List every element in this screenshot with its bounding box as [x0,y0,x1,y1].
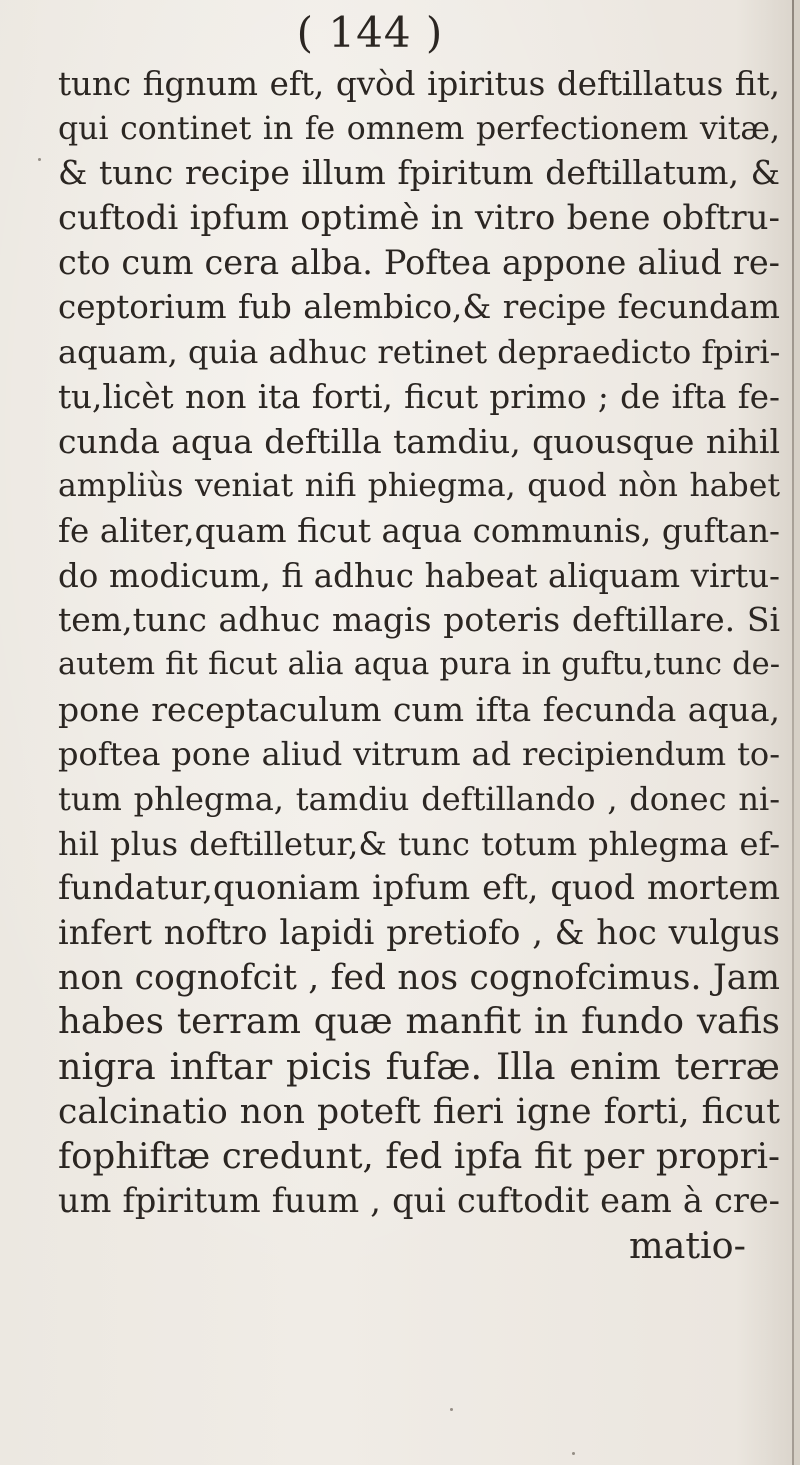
text-line: cto cum cera alba. Poftea appone aliud re- [58,242,780,282]
text-line: aquam, quia adhuc retinet depraedicto fpiri- [58,333,781,372]
text-line: cuftodi ipfum optimè in vitro bene obftru- [58,198,780,239]
text-line: tum phlegma, tamdiu deftillando , donec ni- [58,780,780,818]
text-line: cunda aqua deftilla tamdiu, quousque nihil [58,421,780,461]
text-line: qui continet in fe omnem perfectionem vitæ, [58,110,780,147]
text-line: nigra inftar picis fufæ. Illa enim terræ [58,1045,780,1089]
text-line: poftea pone aliud vitrum ad recipiendum to- [58,735,780,774]
text-line: tu,licèt non ita forti, ficut primo ; de ifta fe- [58,377,780,416]
text-line: pone receptaculum cum ifta fecunda aqua, [58,689,780,729]
text-line: um fpiritum fuum , qui cuftodit eam à cre- [58,1181,780,1221]
text-line: fe aliter,quam ficut aqua communis, guftan- [58,511,780,550]
page-edge [794,0,800,1465]
ink-speck [450,1408,453,1411]
text-line: tunc fignum eft, qvòd ipiritus deftillatus fit, [58,65,780,103]
text-line: habes terram quæ manfit in fundo vafis [58,1001,780,1043]
text-line: ampliùs veniat nifi phiegma, quod nòn habet [58,468,780,505]
text-line: fophiftæ credunt, fed ipfa fit per propri- [58,1135,780,1177]
catchword: matio- [628,1223,746,1267]
ink-speck [572,1452,575,1455]
text-line: tem,tunc adhuc magis poteris deftillare. Si [58,600,780,640]
text-line: non cognofcit , fed nos cognofcimus. Jam [58,957,780,998]
text-line: & tunc recipe illum fpiritum deftillatum, & [58,153,780,193]
text-line: fundatur,quoniam ipfum eft, quod mortem [58,868,780,908]
text-line: hil plus deftilletur,& tunc totum phlegma ef- [58,824,780,863]
text-line: infert noftro lapidi pretiofo , & hoc vulgus [58,913,780,953]
text-line: ceptorium fub alembico,& recipe fecundam [58,288,780,327]
page-number: ( 144 ) [296,8,444,57]
text-line: autem fit ficut alia aqua pura in guftu,tunc de- [58,646,780,682]
body-text [58,62,780,1269]
text-line: calcinatio non poteft fieri igne forti, ficut [58,1091,780,1132]
ink-speck [38,158,41,161]
text-line: do modicum, fi adhuc habeat aliquam virtu- [58,556,780,595]
